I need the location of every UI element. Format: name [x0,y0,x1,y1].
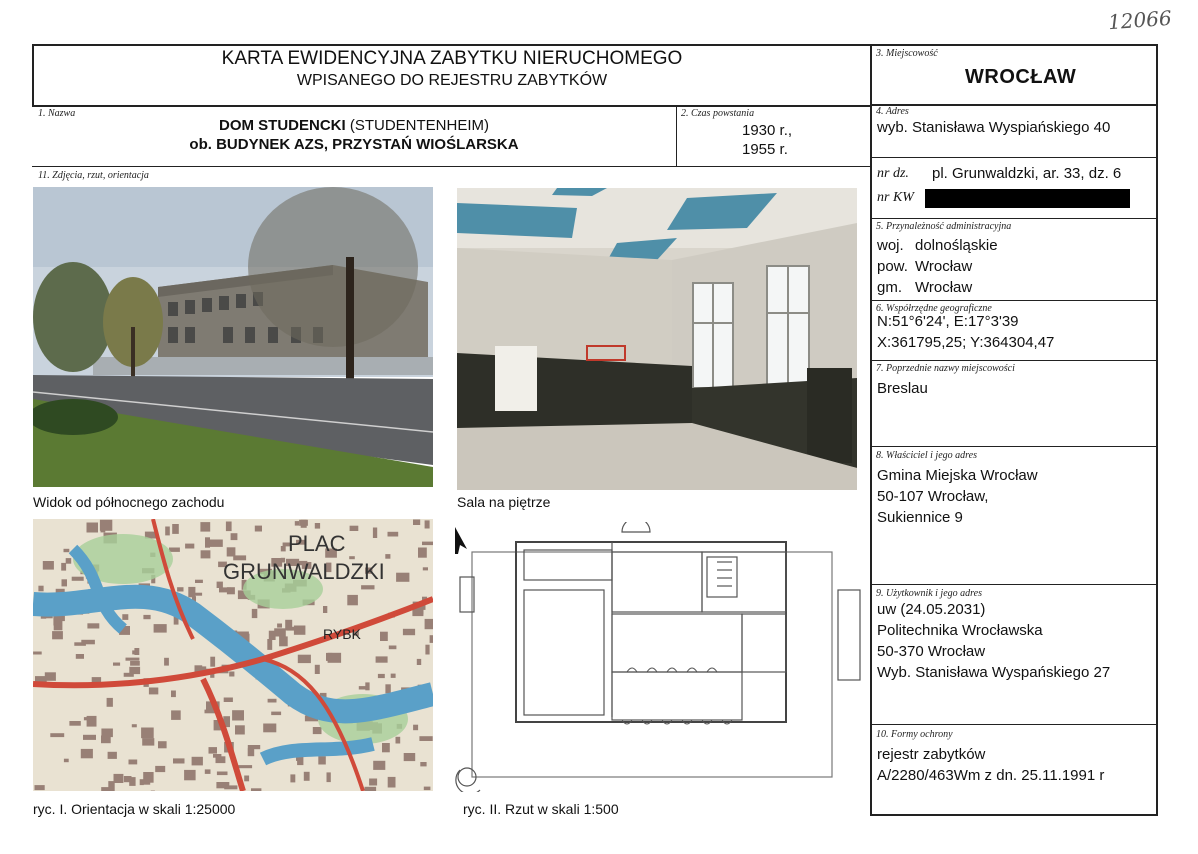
adres-bottom [870,157,1158,158]
map-building-block [235,725,245,734]
miejscowosc-label: 3. Miejscowość [876,48,938,59]
uzytkownik-line1: uw (24.05.2031) [877,601,986,618]
card-title [34,48,870,90]
map-building-block [274,628,286,636]
poprzednie-value: Breslau [877,380,928,397]
map-building-block [142,738,154,746]
map-building-block [74,642,86,646]
floor-plan [452,522,864,792]
map-building-block [83,735,96,740]
map-building-block [229,672,234,677]
map-building-block [142,780,150,784]
map-building-block [224,698,233,703]
wlasciciel-bottom [870,584,1158,585]
map-building-block [226,522,232,532]
map-building-block [213,754,221,758]
right-column-divider [870,44,872,816]
map-building-block [304,772,310,781]
miejscowosc-value: WROCŁAW [965,66,1077,88]
caption-map: ryc. I. Orientacja w skali 1:25000 [33,801,236,817]
map-building-block [248,749,255,757]
map-building-block [200,522,210,532]
czas-divider [676,106,677,166]
map-building-block [209,747,218,754]
map-building-block [417,659,421,665]
map-building-block [423,567,428,570]
map-building-block [171,710,181,720]
nr-kw-redaction [925,189,1130,208]
map-building-block [62,579,68,586]
map-building-block [298,655,311,663]
map-building-block [87,716,97,727]
map-building-block [418,548,427,558]
uzytkownik-line3: 50-370 Wrocław [877,643,986,660]
map-building-block [255,526,262,532]
map-building-block [277,624,282,628]
map-building-block [318,756,326,764]
map-building-block [165,527,170,536]
map-building-block [271,712,281,716]
map-building-block [286,627,298,631]
przynaleznosc-label: 5. Przynależność administracyjna [876,221,1012,232]
map-building-block [263,724,276,733]
map-building-block [130,661,140,666]
card-title-line1: KARTA EWIDENCYJNA ZABYTKU NIERUCHOMEGO [221,48,683,69]
map-building-block [315,665,320,674]
map-building-block [209,540,223,547]
map-building-block [217,582,223,588]
map-building-block [290,774,295,782]
map-building-block [169,548,180,552]
map-building-block [50,733,64,737]
map-building-block [64,759,69,763]
map-label-rybk: RYBK [323,626,361,642]
miejscowosc-bottom [870,104,1158,106]
map-building-block [231,533,238,540]
photo-interior [457,188,857,490]
map-building-block [38,586,43,592]
map-building-block [420,762,426,766]
map-building-block [412,609,423,617]
frame-top [32,44,1158,46]
map-building-block [425,645,429,655]
ochrona-line2: A/2280/463Wm z dn. 25.11.1991 r [877,767,1105,784]
map-building-block [244,776,249,782]
orientation-map [33,519,433,791]
map-building-block [43,561,54,570]
nr-kw-label: nr KW [877,190,914,205]
map-building-block [424,787,431,791]
map-building-block [210,657,215,667]
czas-line1: 1930 r., [742,122,793,139]
pow-label: pow. [877,258,908,275]
map-building-block [373,761,385,770]
map-building-block [328,653,342,663]
nazwa-line1 [34,117,674,134]
map-building-block [232,710,244,720]
wlasciciel-line1: Gmina Miejska Wrocław [877,467,1038,484]
map-building-block [171,691,176,698]
map-building-block [219,587,231,592]
map-building-block [380,632,388,641]
map-building-block [217,772,228,776]
nr-dz-label: nr dz. [877,166,909,181]
map-building-block [158,741,167,748]
map-building-block [251,788,261,791]
map-building-block [403,629,415,635]
nr-dz-value: pl. Grunwaldzki, ar. 33, dz. 6 [932,165,1122,182]
map-building-block [100,520,112,531]
map-building-block [149,688,158,695]
map-building-block [129,667,140,674]
map-building-block [129,760,138,765]
dzialka-bottom [870,218,1158,219]
map-building-block [323,606,327,613]
map-building-block [205,769,211,774]
map-building-block [365,787,377,791]
adres-value: wyb. Stanisława Wyspiańskiego 40 [877,119,1111,136]
wlasciciel-line3: Sukiennice 9 [877,509,963,526]
gm-label: gm. [877,279,903,296]
map-building-block [61,563,66,571]
map-building-block [425,619,433,629]
map-building-block [396,573,409,582]
map-building-block [101,729,113,738]
map-building-block [122,614,128,620]
wspolrzedne-label: 6. Współrzędne geograficzne [876,303,992,314]
woj-label: woj. [877,237,904,254]
handwritten-number: 12066 [1107,5,1173,35]
czas-value [742,122,792,158]
map-building-block [404,753,416,761]
map-building-block [201,550,211,558]
map-building-block [64,549,70,552]
map-label-plac: PLAC [288,531,346,556]
map-building-block [192,757,203,766]
map-building-block [396,737,401,744]
map-building-block [425,520,430,528]
nazwa-german: (STUDENTENHEIM) [345,117,489,134]
map-building-block [114,774,124,783]
map-building-block [195,580,203,583]
adres-label: 4. Adres [876,106,909,117]
map-building-block [382,743,390,752]
nazwa-bottom [32,166,872,167]
uzytkownik-line2: Politechnika Wrocławska [877,622,1043,639]
uzytkownik-line4: Wyb. Stanisława Wyspańskiego 27 [877,664,1111,681]
map-building-block [205,537,210,547]
caption-exterior: Widok od północnego zachodu [33,494,225,510]
map-building-block [33,652,42,655]
map-building-block [52,631,63,639]
map-building-block [299,520,308,526]
map-building-block [132,724,137,727]
map-building-block [391,674,396,678]
map-building-block [376,656,388,662]
map-building-block [369,779,377,786]
map-building-block [141,728,154,739]
map-building-block [192,593,202,596]
map-building-block [184,770,196,780]
gm-value: Wrocław [915,279,973,296]
map-building-block [327,772,331,782]
map-building-block [227,547,236,556]
caption-interior: Sala na piętrze [457,494,551,510]
map-building-block [365,682,369,690]
map-building-block [252,609,257,618]
map-building-block [126,658,140,661]
map-building-block [413,725,418,731]
map-building-block [155,766,165,772]
map-building-block [315,523,320,529]
map-building-block [164,658,169,666]
map-building-block [388,777,396,788]
map-building-block [87,523,99,533]
czas-line2: 1955 r. [742,141,788,158]
map-building-block [108,752,117,759]
map-building-block [361,585,374,589]
wspolrzedne-bottom [870,360,1158,361]
uzytkownik-bottom [870,724,1158,725]
ochrona-bottom [870,814,1158,816]
map-building-block [419,736,432,741]
map-building-block [72,577,84,581]
map-building-block [347,595,358,605]
ochrona-label: 10. Formy ochrony [876,729,953,740]
map-building-block [267,639,272,650]
wspolrzedne-line1: N:51°6'24', E:17°3'39 [877,313,1019,330]
map-building-block [224,785,237,789]
wspolrzedne-line2: X:361795,25; Y:364304,47 [877,334,1055,351]
woj-value: dolnośląskie [915,237,998,254]
map-building-block [385,554,390,559]
map-building-block [388,532,399,537]
photo-exterior [33,187,433,487]
map-building-block [143,615,150,619]
map-building-block [107,698,113,707]
nazwa-main: DOM STUDENCKI [219,117,346,134]
caption-floor-plan: ryc. II. Rzut w skali 1:500 [463,801,619,817]
wlasciciel-line2: 50-107 Wrocław, [877,488,989,505]
map-building-block [389,646,397,650]
map-building-block [185,544,194,549]
map-building-block [35,785,45,790]
poprzednie-bottom [870,446,1158,447]
map-building-block [124,776,132,782]
map-building-block [188,587,195,597]
wlasciciel-label: 8. Właściciel i jego adres [876,450,977,461]
map-building-block [378,674,385,678]
map-building-block [281,546,286,551]
map-label-grunwaldzki: GRUNWALDZKI [223,559,385,584]
przynaleznosc-bottom [870,300,1158,301]
frame-right [1156,44,1158,816]
nazwa-line2: ob. BUDYNEK AZS, PRZYSTAŃ WIOŚLARSKA [189,136,519,153]
poprzednie-label: 7. Poprzednie nazwy miejscowości [876,363,1015,374]
nazwa-label: 1. Nazwa [38,108,76,119]
map-building-block [66,558,72,564]
map-building-block [177,587,183,591]
map-building-block [279,636,288,646]
map-building-block [154,624,167,633]
map-building-block [69,721,80,726]
map-building-block [238,765,252,768]
zdjecia-label: 11. Zdjęcia, rzut, orientacja [38,170,149,181]
map-building-block [422,542,433,546]
uzytkownik-label: 9. Użytkownik i jego adres [876,588,983,599]
map-building-block [430,635,433,643]
map-building-block [268,699,277,703]
map-building-block [87,623,99,628]
pow-value: Wrocław [915,258,973,275]
map-building-block [81,749,93,758]
map-building-block [350,526,359,531]
map-building-block [173,758,185,763]
map-building-block [172,524,179,534]
map-building-block [385,684,390,693]
czas-label: 2. Czas powstania [681,108,755,119]
header-bottom [32,105,872,107]
map-building-block [413,520,420,526]
nazwa-value [34,117,674,153]
map-building-block [373,528,377,539]
card-title-line2: WPISANEGO DO REJESTRU ZABYTKÓW [296,72,608,89]
map-building-block [113,663,120,666]
map-building-block [76,654,84,659]
map-building-block [132,650,137,654]
map-building-block [295,521,299,526]
map-building-block [313,727,322,734]
ochrona-line1: rejestr zabytków [877,746,986,763]
